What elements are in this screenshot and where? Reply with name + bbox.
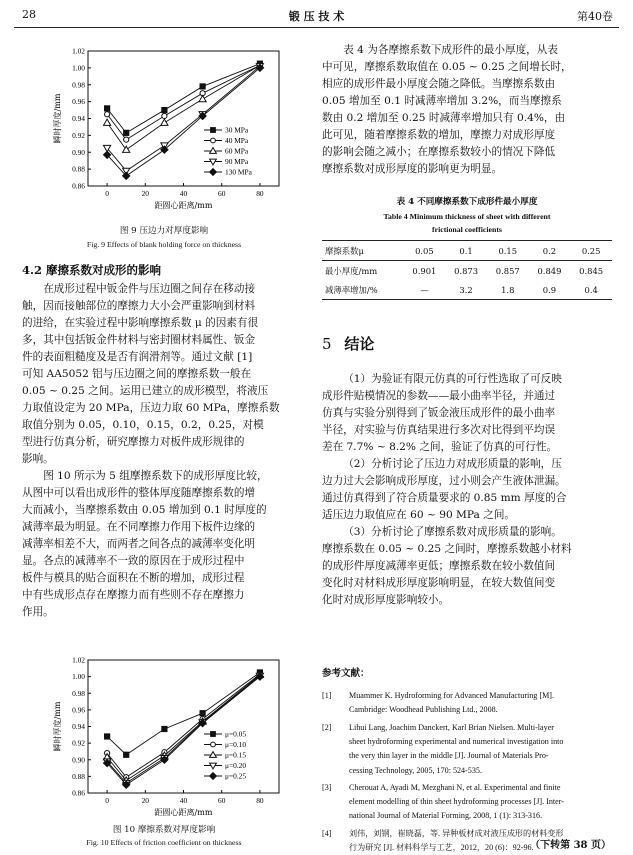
legend-label: 30 MPa — [225, 125, 249, 135]
figure-9-caption-zh: 图 9 压边力对厚度影响 — [119, 226, 209, 236]
table-4-cell: 3.2 — [459, 284, 473, 295]
x-tick-label: 0 — [105, 189, 109, 198]
section-4-2-body — [22, 281, 312, 621]
y-tick-label: 0.88 — [72, 771, 85, 781]
table-4-cell: 0.901 — [412, 265, 437, 276]
section-4-2-p1-line: 件的表面粗糙度及是否有润滑剂等。通过文献 [1] — [22, 351, 253, 363]
legend-label: 60 MPa — [225, 146, 249, 156]
data-point — [162, 726, 167, 731]
y-tick-label: 0.90 — [72, 147, 85, 157]
data-point — [162, 113, 167, 118]
table-4-caption-zh: 表 4 不同摩擦系数下成形件最小厚度 — [396, 197, 538, 207]
table-4-caption-en-1: Table 4 Minimum thickness of sheet with different — [383, 212, 551, 221]
table-4-discussion-line: 0.05 增加至 0.1 时减薄率增加 3.2%，而当摩擦系 — [322, 95, 562, 107]
y-tick-label: 0.92 — [72, 738, 85, 748]
section-4-2-p2-line: 图 10 所示为 5 组摩擦系数下的成形厚度比较， — [43, 470, 268, 482]
table-4-cell: 1.8 — [501, 284, 515, 295]
conclusion-item-line: 仿真与实验分别得到了钣金液压成形件的最小曲率 — [322, 407, 556, 419]
y-tick-label: 0.90 — [72, 755, 85, 765]
conclusion-item-1 — [322, 371, 612, 456]
reference-number: [4] — [322, 828, 332, 838]
legend-marker — [211, 128, 216, 133]
table-4-discussion-line: 摩擦系数对成形厚度的影响更为明显。 — [322, 163, 503, 175]
conclusion-item-line: 差在 7.7% ~ 8.2% 之间，验证了仿真的可行性。 — [322, 441, 558, 453]
reference-line: the very thin layer in the middle [J]. Journal of Materials Pro- — [349, 751, 549, 761]
section-4-2-p2-line: 显。各点的减薄率不一致的原因在于成形过程中 — [22, 555, 245, 567]
section-4-2-paragraph-2 — [22, 468, 312, 621]
table-4-cell: 0.9 — [542, 284, 557, 295]
table-4-cell: 0.849 — [537, 265, 562, 276]
x-tick-label: 20 — [141, 796, 149, 805]
figure-10 — [14, 655, 314, 853]
reference-line: Cherouat A, Ayadi M, Mezghani N, et al. Experimental and finite — [349, 782, 561, 792]
section-4-2-p1-line: 可知 AA5052 铝与压边圈之间的摩擦系数一般在 — [22, 368, 252, 380]
conclusion-item-line: 变化时对材料成形厚度影响明显，在较大数值间变 — [322, 577, 556, 589]
section-4-2-heading: 4.2 摩擦系数对成形的影响 — [22, 263, 162, 277]
table-4-cell: 0.873 — [454, 265, 479, 276]
legend-marker — [211, 138, 216, 143]
section-4-2-p1-line: 力取值设定为 20 MPa，压边力取 60 MPa，摩擦系数 — [22, 402, 280, 414]
y-tick-label: 1.00 — [72, 63, 85, 73]
section-5-heading — [322, 333, 374, 354]
table-4-row — [322, 280, 612, 300]
legend-marker — [211, 732, 216, 737]
figure-10-caption-zh: 图 10 摩擦系数对厚度影响 — [112, 825, 216, 835]
y-tick-label: 0.96 — [72, 97, 85, 107]
y-axis-label: 瞬时厚度/mm — [53, 93, 62, 144]
data-point — [200, 84, 205, 89]
table-4-discussion-line: 数由 0.2 增加至 0.25 时减薄率增加只有 0.4%，由 — [322, 112, 566, 124]
x-axis-label: 距圆心距离/mm — [154, 201, 213, 210]
data-point — [105, 734, 110, 739]
data-point — [124, 137, 129, 142]
conclusion-item-line: 边力过大会影响成形厚度，过小则会产生液体泄漏。 — [322, 475, 566, 487]
data-point — [161, 119, 168, 125]
header-rule — [14, 27, 619, 28]
conclusion-item-line: 化时对成形厚度影响较小。 — [322, 594, 450, 606]
conclusion-item-line: （1）为验证有限元仿真的可行性选取了可反映 — [343, 373, 562, 385]
data-point — [105, 112, 110, 117]
figure-9 — [14, 30, 314, 255]
table-4-row-header: 最小厚度/mm — [325, 265, 378, 276]
table-4-discussion-line: 中可见，摩擦系数取值在 0.05 ~ 0.25 之间增长时， — [322, 61, 572, 73]
reference-line: element modelling of thin sheet hydroforming processes [J]. Inter- — [349, 797, 564, 807]
section-4-2-p1-line: 影响。 — [22, 453, 54, 465]
x-tick-label: 60 — [218, 796, 226, 805]
x-tick-label: 80 — [256, 796, 264, 805]
data-point — [104, 119, 111, 125]
conclusions-body — [322, 371, 612, 609]
reference-number: [1] — [322, 691, 332, 700]
table-4-cell: 0.2 — [542, 245, 557, 256]
table-4-cell: 0.15 — [498, 245, 518, 256]
section-5-number: 5 — [322, 335, 332, 353]
conclusion-item-line: 半径，对实验与仿真结果进行多次对比得到平均误 — [322, 424, 556, 436]
section-5-title: 结论 — [344, 335, 375, 353]
table-4-discussion-line: 表 4 为各摩擦系数下成形件的最小厚度，从表 — [343, 44, 558, 56]
x-tick-label: 40 — [179, 796, 188, 805]
data-point — [123, 146, 130, 152]
conclusion-item-line: 通过仿真得到了符合质量要求的 0.85 mm 厚度的合 — [322, 492, 567, 504]
legend-label: μ=0.25 — [225, 771, 247, 781]
reference-line: 行为研究 [J]. 材料科学与工艺，2012，20 (6)：92-96. — [349, 843, 534, 852]
conclusion-item-line: （2）分析讨论了压边力对成形质量的影响，压 — [343, 458, 562, 470]
conclusion-item-line: 成形件贴模情况的参数——最小曲率半径，并通过 — [322, 390, 556, 402]
series-line — [107, 64, 260, 133]
legend-label: 130 MPa — [225, 167, 252, 177]
references-heading: 参考文献： — [322, 668, 370, 679]
reference-line: Lihui Lang, Joachim Danckert, Karl Brian Nielsen. Multi-layer — [349, 722, 554, 732]
legend-label: 90 MPa — [225, 157, 249, 166]
figure-9-caption-en: Fig. 9 Effects of blank holding force on thickness — [86, 240, 242, 249]
x-axis-label: 距圆心距离/mm — [154, 808, 213, 817]
table-4-cell: 0.857 — [495, 265, 520, 276]
y-tick-label: 0.94 — [72, 722, 85, 731]
section-4-2-p1-line: 的进给，在实验过程中影响摩擦系数 μ 的因素有很 — [22, 317, 259, 329]
section-4-2-p2-line: 大而减小，当摩擦系数由 0.05 增加到 0.1 时厚度的 — [22, 504, 267, 516]
y-tick-label: 1.02 — [72, 655, 85, 665]
figure-10-caption-en: Fig. 10 Effects of friction coefficient on thickness — [86, 838, 242, 847]
table-4-cell: 0.845 — [579, 265, 604, 276]
section-4-2-p2-line: 减薄率最为明显。在不同摩擦力作用下板件边缘的 — [22, 521, 256, 533]
y-tick-label: 0.98 — [72, 80, 85, 90]
table-4-cell: 0.25 — [581, 245, 601, 256]
table-4-discussion-line: 相应的成形件最小厚度会随之降低。当摩擦系数由 — [322, 78, 556, 90]
x-tick-label: 0 — [105, 796, 109, 805]
y-tick-label: 0.88 — [72, 164, 85, 174]
legend-marker — [210, 169, 217, 176]
data-point — [200, 711, 205, 716]
y-tick-label: 0.96 — [72, 705, 85, 715]
table-4-cell: — — [420, 284, 429, 295]
table-4-cell: 0.4 — [584, 284, 598, 295]
conclusion-item-3 — [322, 524, 612, 609]
table-4-discussion-line: 的影响会随之减小；在摩擦系数较小的情况下降低 — [322, 146, 556, 158]
x-tick-label: 20 — [141, 189, 149, 198]
reference-line: 刘伟，刘钢，崔晓磊，等. 异种板材成对液压成形的材料变形 — [349, 828, 564, 838]
legend-marker — [210, 763, 217, 769]
y-tick-label: 0.98 — [72, 688, 85, 698]
section-4-2-p1-line: 在成形过程中钣金件与压边圈之间存在移动接 — [43, 283, 256, 295]
section-4-2-p2-line: 板件与模具的贴合面积在不断的增加，成形过程 — [22, 572, 245, 584]
table-4-cell: 0.1 — [459, 245, 473, 256]
y-tick-label: 1.02 — [72, 46, 85, 56]
section-4-2-p2-line: 从图中可以看出成形件的整体厚度随摩擦系数的增 — [22, 487, 256, 499]
conclusion-item-line: 摩擦系数在 0.05 ~ 0.25 之间时，摩擦系数越小材料 — [322, 543, 572, 555]
reference-line: national Journal of Material Forming, 2008, 1 (1): 313-316. — [349, 811, 543, 821]
conclusion-item-line: 的成形件厚度减薄率更低；摩擦系数在较小数值间 — [322, 560, 556, 572]
legend-marker — [210, 159, 217, 165]
y-axis-label: 瞬时厚度/mm — [53, 701, 62, 752]
table-4-row-header: 减薄率增加/% — [325, 284, 378, 295]
data-point — [199, 95, 206, 101]
data-point — [124, 130, 129, 135]
reference-line: sheet hydroforming experimental and numerical investigation into — [349, 736, 564, 746]
legend-marker — [210, 752, 217, 758]
table-4-row-header: 摩擦系数μ — [325, 245, 364, 256]
legend-marker — [210, 773, 217, 780]
journal-title: 锻 压 技 术 — [288, 10, 345, 23]
legend-marker — [211, 742, 216, 747]
x-tick-label: 40 — [179, 189, 188, 198]
reference-line: Cambridge: Woodhead Publishing Ltd., 2008. — [349, 705, 498, 715]
table-4-discussion-line: 此可见，随着摩擦系数的增加，摩擦力对成形厚度 — [322, 129, 556, 141]
legend-label: μ=0.10 — [225, 740, 247, 749]
legend-marker — [210, 148, 217, 154]
figure-10-chart — [14, 655, 314, 821]
page-number: 28 — [22, 8, 36, 21]
table-4-grid — [322, 240, 612, 300]
reference-number: [2] — [322, 722, 332, 732]
table-4-row — [322, 261, 612, 281]
reference-number: [3] — [322, 782, 332, 792]
section-4-2-p1-line: 0.05 ~ 0.25 之间。运用已建立的成形模型，将液压 — [22, 385, 269, 397]
section-4-2-p2-line: 中有些成形点存在摩擦力而有些则不存在摩擦力 — [22, 589, 245, 601]
volume-label: 第40卷 — [577, 10, 613, 23]
table-4-caption-en-2: frictional coefficients — [432, 225, 502, 234]
section-4-2-p1-line: 多，其中包括钣金件材料与密封圈材料属性、钣金 — [22, 334, 256, 346]
y-tick-label: 0.92 — [72, 130, 85, 140]
x-tick-label: 60 — [218, 189, 226, 198]
section-4-2-p2-line: 作用。 — [22, 606, 54, 618]
y-tick-label: 0.94 — [72, 114, 85, 123]
conclusion-item-line: 适压边力取值应在 60 ~ 90 MPa 之间。 — [322, 509, 516, 521]
section-4-2-p2-line: 减薄率相差不大，而两者之间各点的减薄率变化明 — [22, 538, 256, 550]
legend-label: μ=0.20 — [225, 761, 247, 770]
section-4-2-paragraph-1 — [22, 281, 312, 468]
table-4-row — [322, 241, 612, 261]
table-4-discussion — [322, 42, 612, 178]
section-4-2-p1-line: 取值分别为 0.05，0.10，0.15，0.2，0.25，对模 — [22, 419, 264, 431]
legend-label: μ=0.15 — [225, 750, 247, 760]
y-tick-label: 0.86 — [72, 788, 85, 798]
figure-9-chart — [14, 30, 314, 220]
continued-note: （下转第 38 页） — [530, 840, 611, 851]
reference-line: Muammer K. Hydroforming for Advanced Manufacturing [M]. — [349, 691, 554, 700]
data-point — [162, 107, 167, 112]
conclusion-item-line: （3）分析讨论了摩擦系数对成形质量的影响。 — [343, 526, 562, 538]
table-4 — [322, 195, 612, 300]
conclusion-item-2 — [322, 456, 612, 524]
y-tick-label: 1.00 — [72, 672, 85, 682]
table-4-cell: 0.05 — [415, 245, 434, 256]
x-tick-label: 80 — [256, 189, 264, 198]
data-point — [105, 106, 110, 111]
data-point — [124, 752, 129, 757]
reference-line: cessing Technology, 2005, 170: 524-535. — [349, 765, 482, 775]
section-4-2-p1-line: 触，因而接触部位的摩擦力大小会严重影响到材料 — [22, 300, 256, 312]
y-tick-label: 0.86 — [72, 181, 85, 191]
section-4-2-p1-line: 型进行仿真分析，研究摩擦力对板件成形规律的 — [22, 436, 245, 448]
legend-label: 40 MPa — [225, 136, 249, 145]
plot-frame — [88, 660, 279, 793]
legend-label: μ=0.05 — [225, 729, 247, 739]
